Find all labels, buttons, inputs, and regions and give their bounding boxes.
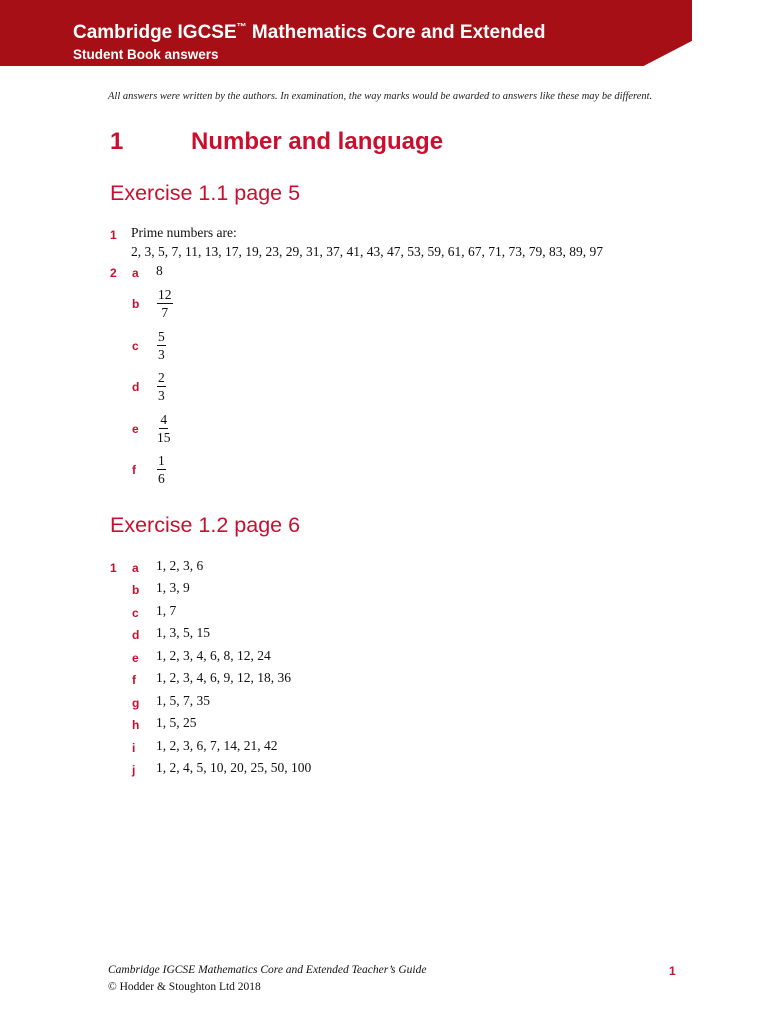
prime-numbers-answer: 2, 3, 5, 7, 11, 13, 17, 19, 23, 29, 31, 37, 41, 43, 47, 53, 59, 61, 67, 71, 73, 79, 83, 89, 97 — [131, 244, 603, 259]
part-label: b — [132, 297, 140, 311]
denominator: 3 — [158, 347, 165, 362]
part-label: f — [132, 463, 136, 477]
part-label: a — [132, 266, 139, 280]
part-label: b — [132, 583, 140, 597]
factors-answer: 1, 7 — [156, 603, 177, 618]
exercise-heading-1-2: Exercise 1.2 page 6 — [110, 513, 301, 537]
question-intro: Prime numbers are: — [131, 225, 237, 240]
numerator: 4 — [160, 412, 168, 427]
fraction-answer — [157, 329, 166, 362]
trademark-symbol: ™ — [236, 22, 247, 33]
part-label: d — [132, 628, 140, 642]
chapter-number: 1 — [110, 128, 124, 155]
book-title: Cambridge IGCSE™ Mathematics Core and Extended — [73, 22, 546, 43]
factors-answer: 1, 5, 25 — [156, 715, 197, 730]
factors-answer: 1, 2, 3, 6 — [156, 558, 204, 573]
part-label: d — [132, 380, 140, 394]
denominator: 3 — [158, 388, 165, 403]
answer-value: 8 — [156, 263, 163, 278]
numerator: 2 — [158, 370, 165, 385]
numerator: 1 — [158, 453, 165, 468]
factors-answer: 1, 3, 5, 15 — [156, 625, 210, 640]
part-label: f — [132, 673, 136, 687]
question-number: 1 — [110, 561, 117, 575]
footer-copyright: © Hodder & Stoughton Ltd 2018 — [108, 981, 261, 993]
part-label: j — [132, 763, 136, 777]
question-number: 1 — [110, 228, 117, 242]
exercise-heading-1-1: Exercise 1.1 page 5 — [110, 181, 301, 205]
fraction-answer — [157, 453, 166, 486]
part-label: e — [132, 422, 139, 436]
part-label: a — [132, 561, 139, 575]
part-label: g — [132, 696, 140, 710]
page-number: 1 — [669, 964, 676, 978]
factors-answer: 1, 2, 3, 6, 7, 14, 21, 42 — [156, 738, 278, 753]
chapter-title: Number and language — [191, 128, 444, 155]
part-label: h — [132, 718, 140, 732]
factors-answer: 1, 2, 3, 4, 6, 8, 12, 24 — [156, 648, 271, 663]
part-label: i — [132, 741, 136, 755]
denominator: 7 — [161, 305, 169, 320]
fraction-answer — [157, 287, 173, 320]
disclaimer: All answers were written by the authors. In examination, the way marks would be awarded to answers like these may be different. — [108, 91, 653, 102]
factors-answer: 1, 3, 9 — [156, 580, 190, 595]
part-label: c — [132, 339, 139, 353]
factors-answer: 1, 2, 3, 4, 6, 9, 12, 18, 36 — [156, 670, 291, 685]
book-subtitle: Student Book answers — [73, 47, 219, 62]
numerator: 12 — [158, 287, 172, 302]
footer-book-title: Cambridge IGCSE Mathematics Core and Extended Teacher’s Guide — [108, 964, 427, 976]
factors-answer: 1, 5, 7, 35 — [156, 693, 210, 708]
numerator: 5 — [158, 329, 165, 344]
fraction-answer — [157, 412, 171, 445]
fraction-answer — [157, 370, 166, 403]
denominator: 6 — [158, 471, 165, 486]
part-label: e — [132, 651, 139, 665]
denominator: 15 — [157, 430, 171, 445]
part-label: c — [132, 606, 139, 620]
question-number: 2 — [110, 266, 117, 280]
factors-answer: 1, 2, 4, 5, 10, 20, 25, 50, 100 — [156, 760, 312, 775]
